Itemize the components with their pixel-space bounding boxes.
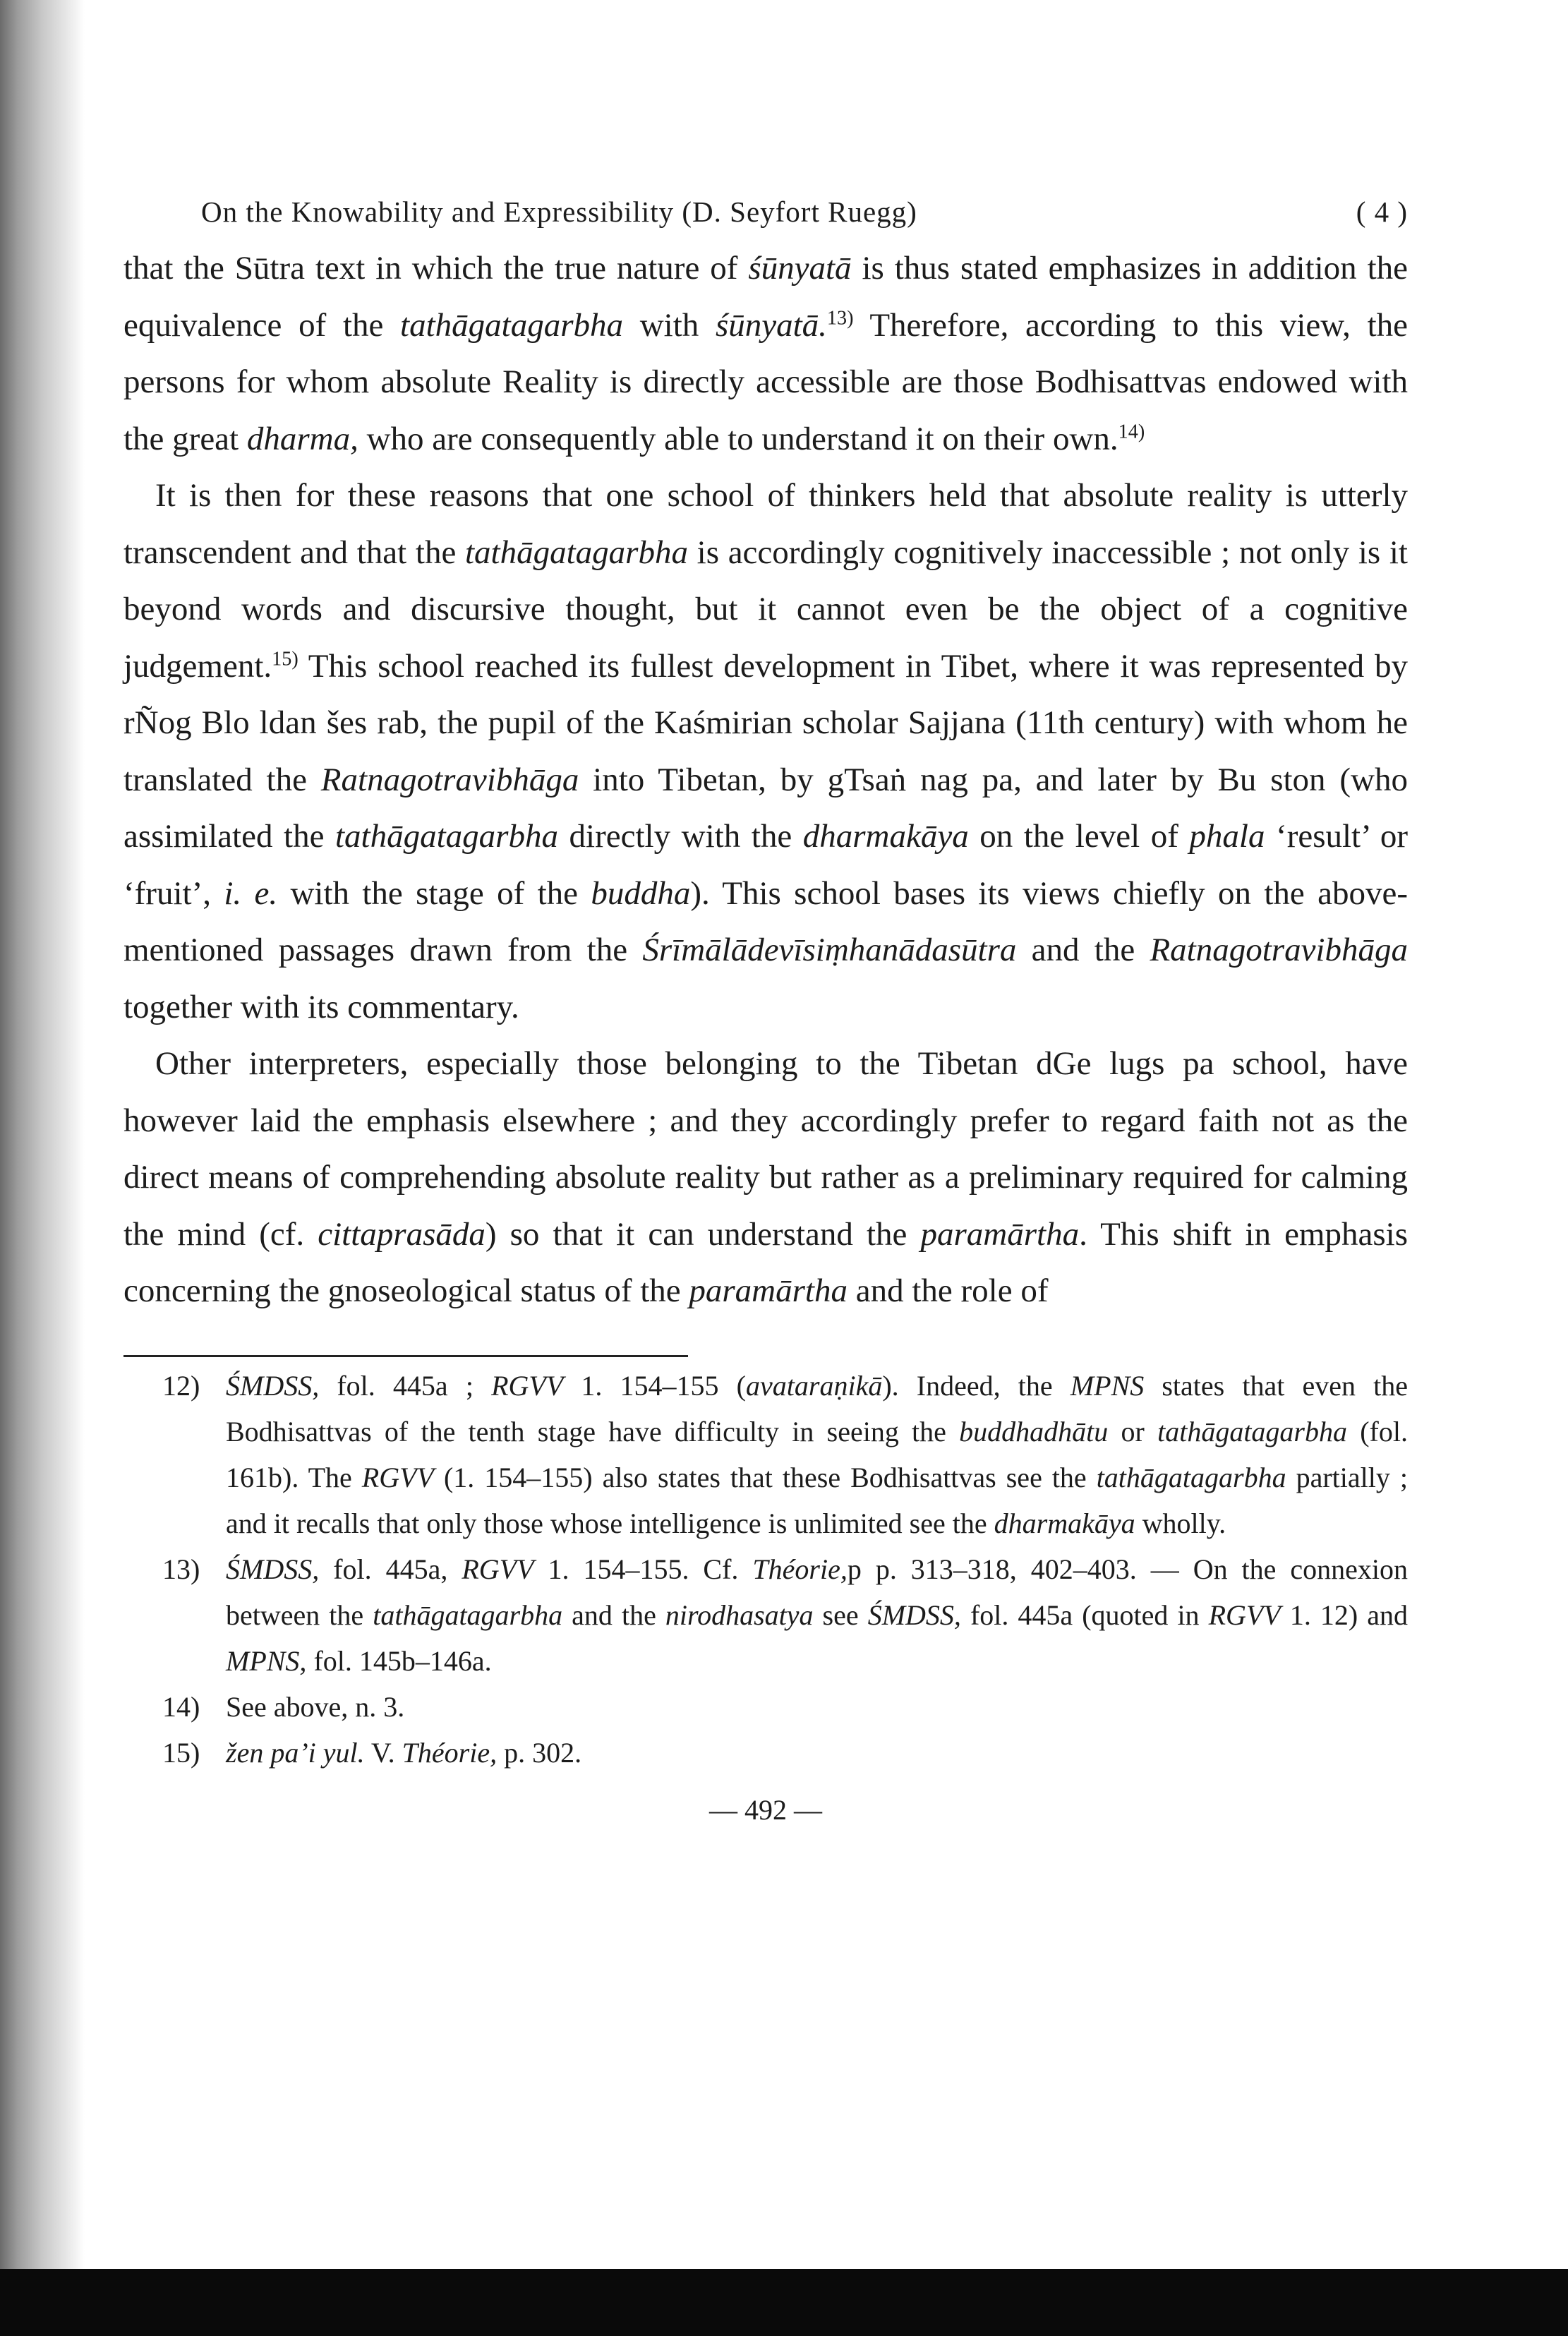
italic-term: ŚMDSS, [226,1553,320,1585]
italic-term: tathāgatagarbha [335,818,558,855]
text-run: on the level of [968,818,1190,855]
footnote-number: 15) [162,1736,200,1769]
italic-term: Ratnagotravibhāga [1150,932,1408,968]
footnote-text [205,1730,1408,1776]
footnote-text [205,1684,1408,1730]
footnote-text [205,1363,1408,1546]
text-run: into Tibetan, by gTsaṅ nag pa, and later by Bu ston (who assimilated the [123,761,1408,855]
italic-term: ŚMDSS, [867,1599,961,1631]
text-run: (1. 154–155) also states that these Bodhisattvas see the [433,1461,1097,1493]
scan-bottom-edge [0,2269,1568,2336]
italic-term: dharmakāya [994,1507,1135,1539]
footnote [123,1684,1408,1730]
italic-term: śūnyatā. [715,306,827,344]
italic-term: i. e. [224,874,278,912]
text-run: . This shift in emphasis concerning the gnoseological status of the [123,1215,1408,1309]
text-run: see [813,1599,868,1631]
text-run: 1. 154–155. Cf. [533,1553,753,1585]
text-run: ‘result’ or ‘fruit’, [123,818,1408,912]
paragraph [123,1035,1408,1320]
italic-term: buddhadhātu [959,1415,1109,1447]
footnote-divider [123,1355,688,1357]
italic-term: phala [1189,818,1265,855]
footnote-ref: 14) [1118,420,1145,442]
paragraph [123,240,1408,467]
italic-term: Ratnagotravibhāga [320,761,579,798]
scan-binding-shadow [0,0,85,2336]
text-run: and the [562,1599,665,1631]
text-run: wholly. [1135,1507,1226,1539]
footnote [123,1546,1408,1684]
text-run: This school reached its fullest development in Tibet, where it was represented by rÑog Blo ldan šes rab, the pupil of the Kaśmirian scholar Sajjana (11th century) with whom he translated the [123,647,1408,798]
text-run: ). Indeed, the [882,1369,1071,1402]
body-text [123,240,1408,1320]
paragraph [123,467,1408,1035]
italic-term: Śrīmālādevīsiṃhanādasūtra [642,932,1017,968]
text-run: fol. 145b–146a. [306,1644,492,1677]
text-run: p. 302. [497,1736,582,1769]
running-head-title: On the Knowability and Expressibility (D. Seyfort Ruegg) [201,195,917,228]
text-run: 1. 12) and [1280,1599,1408,1631]
text-run: p p. 313–318, 402–403. — On the connexion between the [226,1553,1409,1631]
italic-term: RGVV [491,1369,564,1402]
footnote [123,1363,1408,1546]
italic-term: MPNS [1070,1369,1145,1402]
text-run: ) so that it can understand the [485,1215,921,1253]
italic-term: dharmakāya [802,818,969,855]
running-head-page-marker: ( 4 ) [1356,195,1408,228]
footnote-number: 12) [162,1369,200,1402]
footnote [123,1730,1408,1776]
italic-term: buddha [591,874,691,912]
text-run: together with its commentary. [123,988,519,1025]
footnote-text [205,1546,1408,1684]
footnotes [123,1363,1408,1776]
text-run: Therefore, according to this view, the persons for whom absolute Reality is directly accessible are those Bodhisattvas endowed with the great [123,306,1408,457]
text-run: fol. 445a, [319,1553,462,1585]
italic-term: MPNS, [226,1644,307,1677]
text-run: (fol. 161b). The [226,1415,1408,1493]
text-run: fol. 445a (quoted in [960,1599,1209,1631]
italic-term: nirodhasatya [665,1599,814,1631]
text-run: states that even the Bodhisattvas of the tenth stage have difficulty in seeing the [226,1369,1408,1447]
italic-term: dharma, [246,420,358,457]
text-run: and the role of [847,1272,1049,1309]
italic-term: tathāgatagarbha [465,534,688,571]
text-run: fol. 445a ; [319,1369,492,1402]
italic-term: žen pa’i yul. [226,1736,365,1769]
italic-term: paramārtha [689,1272,848,1309]
text-run: or [1108,1415,1158,1447]
italic-term: tathāgatagarbha [1096,1461,1286,1493]
text-run: that the Sūtra text in which the true nature of [123,250,749,287]
italic-term: RGVV [1208,1599,1281,1631]
text-run: and the [1016,932,1150,968]
text-run: ). This school bases its views chiefly on the above-mentioned passages drawn from the [123,874,1408,968]
text-run: who are consequently able to understand it on their own. [358,420,1118,457]
text-run: is thus stated emphasizes in addition the equivalence of the [123,250,1408,344]
italic-term: tathāgatagarbha [1157,1415,1347,1447]
text-run: V. [364,1736,402,1769]
italic-term: cittaprasāda [318,1215,486,1253]
italic-term: RGVV [361,1461,434,1493]
text-run: It is then for these reasons that one school of thinkers held that absolute reality is utterly transcendent and that the [123,477,1408,571]
italic-term: tathāgatagarbha [373,1599,563,1631]
italic-term: Théorie, [402,1736,497,1769]
text-run: 1. 154–155 ( [563,1369,747,1402]
italic-term: tathāgatagarbha [400,306,624,344]
running-head [123,191,1408,233]
text-run: with [623,306,716,344]
text-run: See above, n. 3. [226,1690,405,1723]
text-run: with the stage of the [277,874,591,912]
italic-term: Théorie, [752,1553,848,1585]
footnote-ref: 15) [272,647,298,670]
footnote-ref: 13) [826,306,854,329]
text-run: directly with the [557,818,803,855]
page [123,191,1408,1826]
text-run: partially ; and it recalls that only those whose intelligence is unlimited see the [226,1461,1408,1539]
italic-term: ŚMDSS, [226,1369,320,1402]
footnote-number: 13) [162,1553,200,1585]
footnote-number: 14) [162,1690,200,1723]
italic-term: RGVV [462,1553,534,1585]
italic-term: avataraṇikā [746,1369,883,1402]
italic-term: paramārtha [920,1215,1080,1253]
italic-term: śūnyatā [748,250,852,287]
text-run: is accordingly cognitively inaccessible ; not only is it beyond words and discursive thought, but it cannot even be the object of a cognitive judgement. [123,534,1408,685]
page-number: — 492 — [709,1793,822,1826]
text-run: Other interpreters, especially those belonging to the Tibetan dGe lugs pa school, have however laid the emphasis elsewhere ; and they accordingly prefer to regard faith not as the direct means of comprehending absolute reality but rather as a preliminary required for calming the mind (cf. [123,1045,1408,1253]
